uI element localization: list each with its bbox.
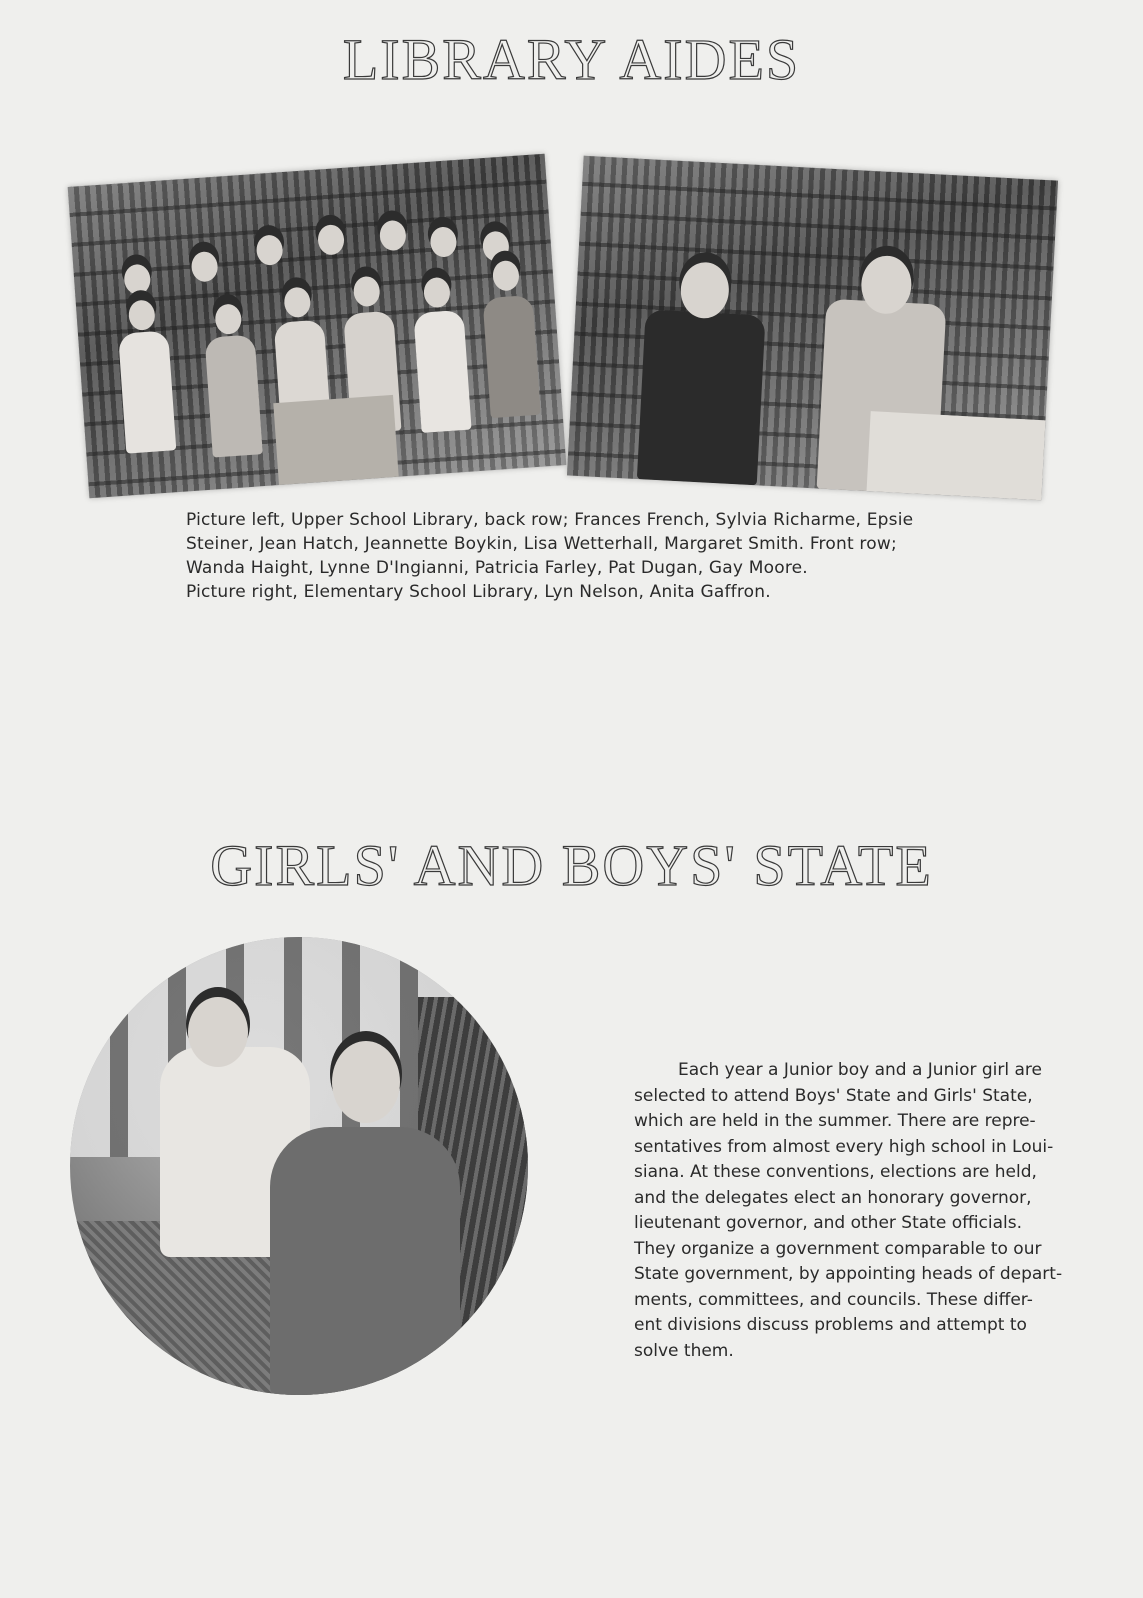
caption-line: Steiner, Jean Hatch, Jeannette Boykin, Lisa Wetterhall, Margaret Smith. Front row; [186, 534, 897, 554]
library-photo-caption [186, 508, 956, 604]
desk-papers [867, 411, 1046, 500]
paragraph-line: siana. At these conventions, elections are held, [634, 1162, 1037, 1182]
paragraph-line: which are held in the summer. There are repre- [634, 1111, 1036, 1131]
paragraph-line: sentatives from almost every high school in Loui- [634, 1136, 1054, 1157]
person-body [118, 330, 176, 453]
caption-line: Picture right, Elementary School Library, Lyn Nelson, Anita Gaffron. [186, 582, 771, 602]
boys-girls-state-delegates-photo [70, 937, 528, 1395]
person-body [482, 295, 540, 418]
paragraph-line: Each year a Junior boy and a Junior girl are [678, 1060, 1042, 1080]
girls-and-boys-state-heading: GIRLS' AND BOYS' STATE [210, 833, 933, 898]
person-body [270, 1127, 460, 1395]
library-aides-heading: LIBRARY AIDES [342, 27, 801, 92]
paragraph-line: ent divisions discuss problems and attempt to [634, 1315, 1027, 1335]
upper-school-library-photo [68, 154, 567, 499]
paragraph-line: State government, by appointing heads of depart- [634, 1264, 1063, 1284]
paragraph-line: solve them. [634, 1340, 734, 1361]
paragraph-line: They organize a government comparable to our [634, 1238, 1042, 1259]
person-head [188, 997, 248, 1067]
person-body [413, 310, 471, 433]
person-head [332, 1041, 400, 1123]
paragraph-line: ments, committees, and councils. These differ- [634, 1289, 1033, 1310]
paragraph-line: and the delegates elect an honorary governor, [634, 1187, 1032, 1208]
person-body [637, 309, 766, 485]
book-cart [273, 395, 398, 485]
caption-line: Picture left, Upper School Library, back row; Frances French, Sylvia Richarme, Epsie [186, 510, 914, 530]
elementary-school-library-photo [567, 156, 1058, 500]
person-body [205, 334, 263, 457]
caption-line: Wanda Haight, Lynne D'Ingianni, Patricia Farley, Pat Dugan, Gay Moore. [186, 558, 808, 578]
paragraph-line: lieutenant governor, and other State officials. [634, 1213, 1023, 1233]
girls-boys-state-description [634, 1058, 1063, 1364]
paragraph-line: selected to attend Boys' State and Girls' State, [634, 1085, 1033, 1106]
